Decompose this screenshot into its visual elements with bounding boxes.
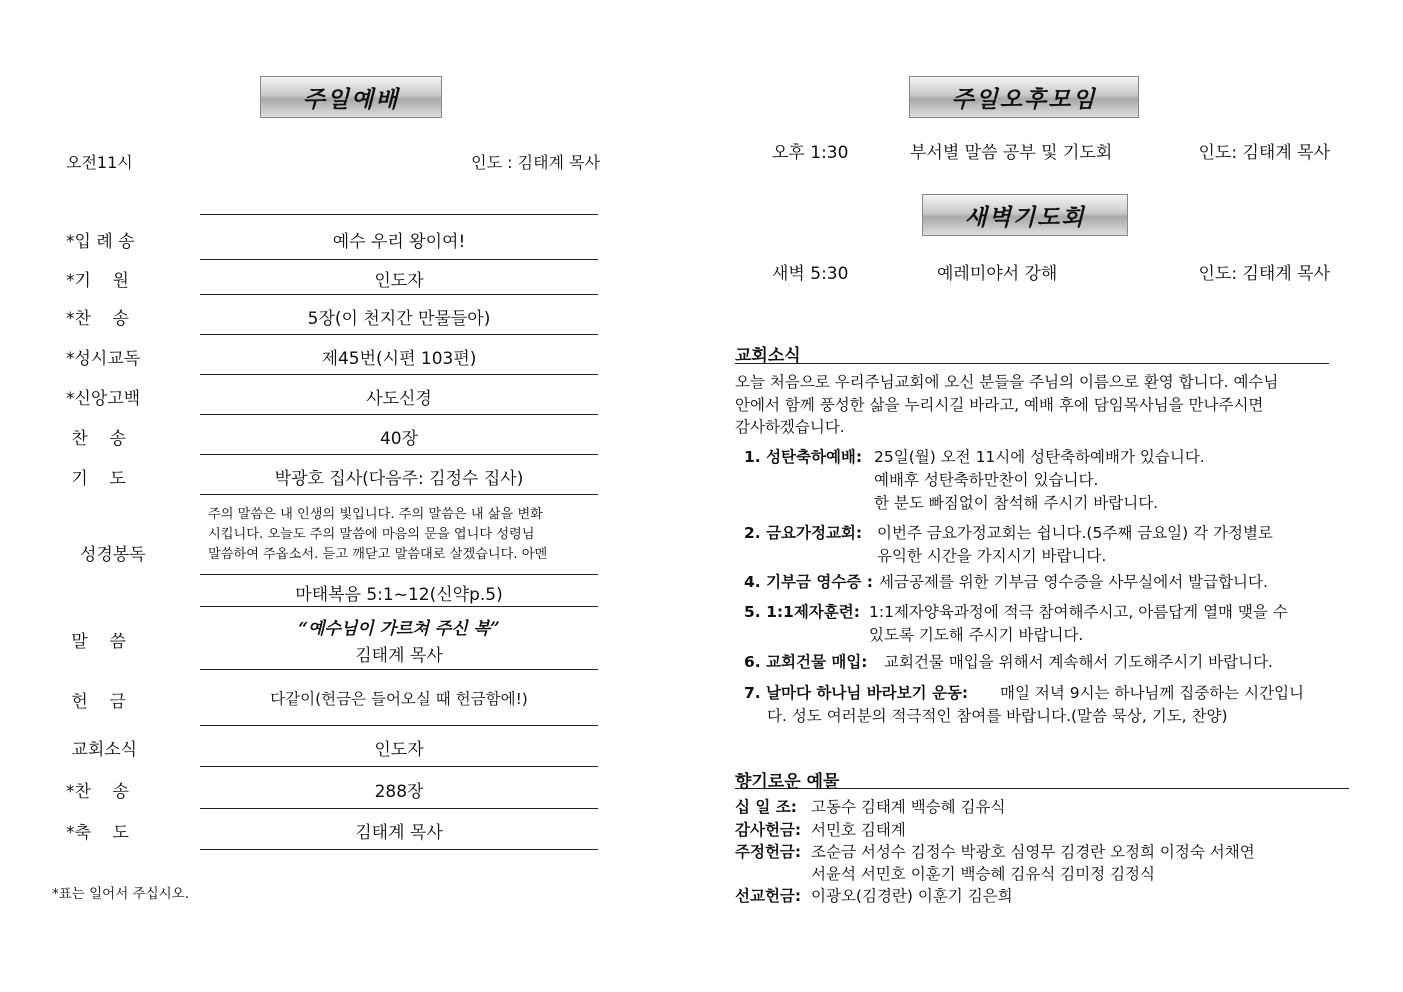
divider: [200, 808, 598, 809]
order-label: 교회소식: [66, 740, 138, 760]
news-item-body: [877, 522, 1273, 568]
order-label: 헌 금: [66, 692, 126, 712]
news-item-head: 6. 교회건물 매입:: [744, 653, 868, 671]
divider: [200, 334, 598, 335]
gift-names: 서민호 김태계: [811, 821, 906, 839]
news-item-body: [874, 446, 1205, 515]
gift-names: 서윤석 서민호 이훈기 백승혜 김유식 김미정 김정식: [811, 865, 1155, 883]
news-line: 예배후 성탄축하만찬이 있습니다.: [874, 471, 1099, 489]
divider: [200, 259, 598, 260]
order-label: 찬 송: [66, 429, 126, 449]
dawn-time: 새벽 5:30: [772, 264, 849, 284]
afternoon-desc: 부서별 말씀 공부 및 기도회: [910, 143, 1113, 163]
order-label: *기 원: [66, 271, 129, 291]
prayer-line: 시킵니다. 오늘도 주의 말씀에 마음의 문을 엽니다 성령님: [208, 527, 535, 542]
divider: [200, 669, 598, 670]
news-line: 매일 저녁 9시는 하나님께 집중하는 시간입니: [1000, 684, 1305, 702]
news-line: 세금공제를 위한 기부금 영수증을 사무실에서 발급합니다.: [879, 573, 1268, 591]
order-value: 사도신경: [366, 389, 432, 409]
gift-names: 조순금 서성수 김정수 박광호 심영무 김경란 오정희 이정숙 서채연: [811, 843, 1255, 861]
intro-line: 안에서 함께 풍성한 삶을 누리시길 바라고, 예배 후에 담임목사님을 만나주시면: [735, 395, 1264, 414]
news-line: 다. 성도 여러분의 적극적인 참여를 바랍니다.(말씀 묵상, 기도, 찬양): [767, 707, 1228, 725]
gift-label: 주정헌금:: [735, 843, 802, 861]
intro-line: 오늘 처음으로 우리주님교회에 오신 분들을 주님의 이름으로 환영 합니다. 예수님: [735, 373, 1279, 391]
news-item-body: [884, 651, 1273, 674]
news-line: 이번주 금요가정교회는 쉽니다.(5주째 금요일) 각 가정별로: [877, 524, 1273, 542]
divider: [200, 725, 598, 726]
sermon-preacher: 김태계 목사: [355, 646, 443, 666]
order-value: 40장: [379, 429, 419, 449]
news-line: 교회건물 매입을 위해서 계속해서 기도해주시기 바랍니다.: [884, 653, 1273, 671]
order-value: 인도자: [374, 271, 424, 291]
divider: [200, 766, 598, 767]
standing-footnote: *표는 일어서 주십시오.: [52, 886, 189, 902]
afternoon-banner: 주일오후모임: [909, 76, 1139, 118]
divider: [200, 294, 598, 295]
news-intro: [735, 371, 1329, 439]
news-rule: [735, 363, 1329, 364]
order-label: *찬 송: [66, 309, 129, 329]
news-item-head: 2. 금요가정교회:: [744, 524, 863, 542]
news-item-head: 4. 기부금 영수증 :: [744, 573, 873, 591]
news-item-body: [869, 601, 1288, 647]
gifts-rule: [735, 788, 1349, 789]
sermon-label: 말 씀: [66, 632, 126, 652]
order-value: 제45번(시편 103편): [321, 349, 477, 369]
news-line: 25일(월) 오전 11시에 성탄축하예배가 있습니다.: [874, 448, 1205, 466]
order-value: 288장: [374, 782, 424, 802]
service-time: 오전11시: [66, 153, 133, 172]
news-line: 있도록 기도해 주시기 바랍니다.: [869, 626, 1084, 644]
order-value: 박광호 집사(다음주: 김정수 집사): [274, 469, 524, 489]
intro-line: 감사하겠습니다.: [735, 418, 845, 436]
order-label: *입 례 송: [66, 232, 135, 252]
dawn-desc: 예레미야서 강해: [937, 264, 1058, 284]
gifts-title: 향기로운 예물: [735, 772, 840, 792]
gift-names: 고동수 김태계 백승혜 김유식: [811, 798, 1006, 816]
divider: [200, 374, 598, 375]
divider: [200, 414, 598, 415]
order-value: 5장(이 천지간 만물들아): [307, 309, 491, 329]
divider: [200, 849, 598, 850]
divider: [200, 454, 598, 455]
news-title: 교회소식: [735, 346, 801, 366]
news-line: 유익한 시간을 가지시기 바랍니다.: [877, 547, 1107, 565]
news-line: 1:1제자양육과정에 적극 참여해주시고, 아름답게 열매 맺을 수: [869, 603, 1288, 621]
divider: [200, 574, 598, 575]
order-label: *성시교독: [66, 349, 141, 369]
divider: [200, 214, 598, 215]
order-label: 기 도: [66, 469, 126, 489]
afternoon-leader: 인도: 김태계 목사: [1198, 143, 1330, 163]
news-item-body: [767, 705, 1228, 728]
dawn-leader: 인도: 김태계 목사: [1198, 264, 1330, 284]
gift-names: 이광오(김경란) 이훈기 김은희: [811, 887, 1013, 905]
scripture-label: 성경봉독: [80, 545, 146, 565]
prayer-line: 주의 말씀은 내 인생의 빛입니다. 주의 말씀은 내 삶을 변화: [208, 507, 543, 522]
gift-label: 감사헌금:: [735, 821, 802, 839]
news-item-head: 7. 날마다 하나님 바라보기 운동:: [744, 684, 969, 702]
news-item-body: [1000, 682, 1304, 705]
order-label: *신앙고백: [66, 389, 141, 409]
order-label: *찬 송: [66, 782, 129, 802]
gift-label: 십 일 조:: [735, 798, 797, 816]
news-item-body: [879, 571, 1268, 594]
sermon-title: “예수님이 가르쳐 주신 복”: [298, 619, 500, 639]
gift-label: 선교헌금:: [735, 887, 802, 905]
news-line: 한 분도 빠짐없이 참석해 주시기 바랍니다.: [874, 494, 1159, 512]
divider: [200, 606, 598, 607]
scripture-reference: 마태복음 5:1~12(신약p.5): [295, 585, 503, 605]
dawn-banner: 새벽기도회: [922, 194, 1128, 236]
scripture-prayer: [208, 505, 590, 565]
order-value: 인도자: [374, 740, 424, 760]
order-label: *축 도: [66, 823, 129, 843]
news-item-head: 5. 1:1제자훈련:: [744, 603, 860, 621]
worship-banner: 주일예배: [260, 76, 442, 118]
order-value: 김태계 목사: [355, 823, 443, 843]
news-item-head: 1. 성탄축하예배:: [744, 448, 863, 466]
service-leader: 인도 : 김태계 목사: [471, 153, 600, 172]
divider: [200, 494, 598, 495]
prayer-line: 말씀하여 주옵소서. 듣고 깨닫고 말씀대로 살겠습니다. 아멘: [208, 547, 548, 562]
order-value: 다같이(헌금은 들어오실 때 헌금함에!): [270, 690, 528, 708]
order-value: 예수 우리 왕이여!: [332, 232, 466, 252]
afternoon-time: 오후 1:30: [772, 143, 849, 163]
